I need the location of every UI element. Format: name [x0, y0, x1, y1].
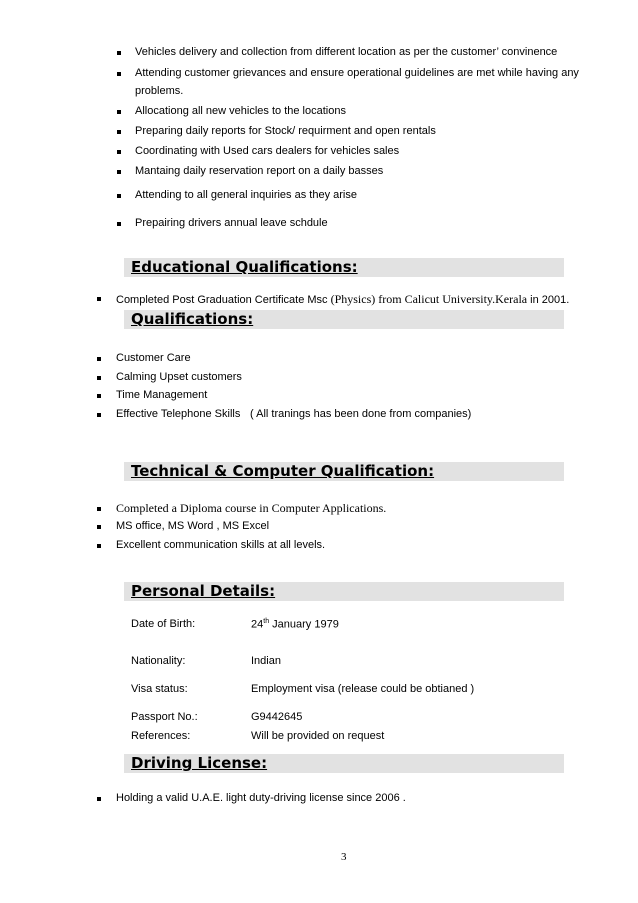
- bullet-icon: [97, 544, 101, 548]
- references-label: References:: [131, 730, 191, 742]
- qualification-item: Effective Telephone Skills: [116, 408, 241, 420]
- section-heading-text: Qualifications:: [131, 310, 254, 328]
- qualification-item: Calming Upset customers: [116, 371, 242, 383]
- bullet-icon: [117, 170, 121, 174]
- duty-item: Mantaing daily reservation report on a daily basses: [135, 165, 384, 177]
- technical-item: MS office, MS Word , MS Excel: [116, 520, 270, 532]
- duty-item: Prepairing drivers annual leave schdule: [135, 217, 328, 229]
- section-heading-personal: [124, 582, 564, 601]
- section-heading-driving: [124, 754, 564, 773]
- bullet-icon: [117, 222, 121, 226]
- qualification-note: ( All tranings has been done from companies): [250, 408, 472, 420]
- page-number: 3: [341, 851, 347, 863]
- bullet-icon: [117, 51, 121, 55]
- section-heading-text: Personal Details:: [131, 582, 276, 600]
- bullet-icon: [117, 130, 121, 134]
- bullet-icon: [97, 525, 101, 529]
- references-value: Will be provided on request: [251, 730, 385, 742]
- bullet-icon: [117, 72, 121, 76]
- dob-suffix: th: [263, 618, 270, 625]
- bullet-icon: [97, 797, 101, 801]
- bullet-icon: [97, 297, 101, 301]
- duty-item: Attending customer grievances and ensure operational guidelines are met while having any: [135, 67, 579, 79]
- dob-value: [251, 618, 339, 631]
- dob-label: Date of Birth:: [131, 618, 196, 630]
- bullet-icon: [97, 413, 101, 417]
- technical-item: Completed a Diploma course in Computer Applications.: [116, 501, 387, 515]
- section-heading-text: Technical & Computer Qualification:: [131, 462, 435, 480]
- bullet-icon: [97, 357, 101, 361]
- duty-item: Preparing daily reports for Stock/ requirment and open rentals: [135, 125, 436, 137]
- duty-item: Vehicles delivery and collection from different location as per the customer’ convinence: [135, 46, 558, 58]
- section-heading-qualifications: [124, 310, 564, 329]
- visa-value: Employment visa (release could be obtianed ): [251, 683, 475, 695]
- bullet-icon: [117, 194, 121, 198]
- section-heading-education: [124, 258, 564, 277]
- section-heading-text: Educational Qualifications:: [131, 258, 358, 276]
- bullet-icon: [117, 110, 121, 114]
- duty-item: Allocationg all new vehicles to the locations: [135, 105, 346, 117]
- driving-item: Holding a valid U.A.E. light duty-driving license since 2006 .: [116, 792, 406, 804]
- bullet-icon: [97, 394, 101, 398]
- qualification-item: Time Management: [116, 389, 208, 401]
- bullet-icon: [97, 507, 101, 511]
- duty-item: Attending to all general inquiries as they arise: [135, 189, 357, 201]
- education-item-university: (Physics) from Calicut University.Kerala: [330, 292, 528, 306]
- visa-label: Visa status:: [131, 683, 188, 695]
- section-heading-technical: [124, 462, 564, 481]
- technical-item: Excellent communication skills at all levels.: [116, 539, 326, 551]
- qualification-item: Customer Care: [116, 352, 191, 364]
- passport-value: G9442645: [251, 711, 303, 723]
- education-item-year: in 2001.: [527, 294, 570, 306]
- nationality-value: Indian: [251, 655, 281, 667]
- education-item-text: Completed Post Graduation Certificate Msc: [116, 294, 331, 306]
- passport-label: Passport No.:: [131, 711, 198, 723]
- dob-month-year: January 1979: [269, 618, 339, 631]
- nationality-label: Nationality:: [131, 655, 186, 667]
- bullet-icon: [117, 150, 121, 154]
- section-heading-text: Driving License:: [131, 754, 268, 772]
- education-item: [116, 292, 569, 307]
- duty-item-continuation: problems.: [135, 85, 184, 97]
- bullet-icon: [97, 376, 101, 380]
- dob-day: 24: [251, 618, 264, 631]
- duty-item: Coordinating with Used cars dealers for vehicles sales: [135, 145, 400, 157]
